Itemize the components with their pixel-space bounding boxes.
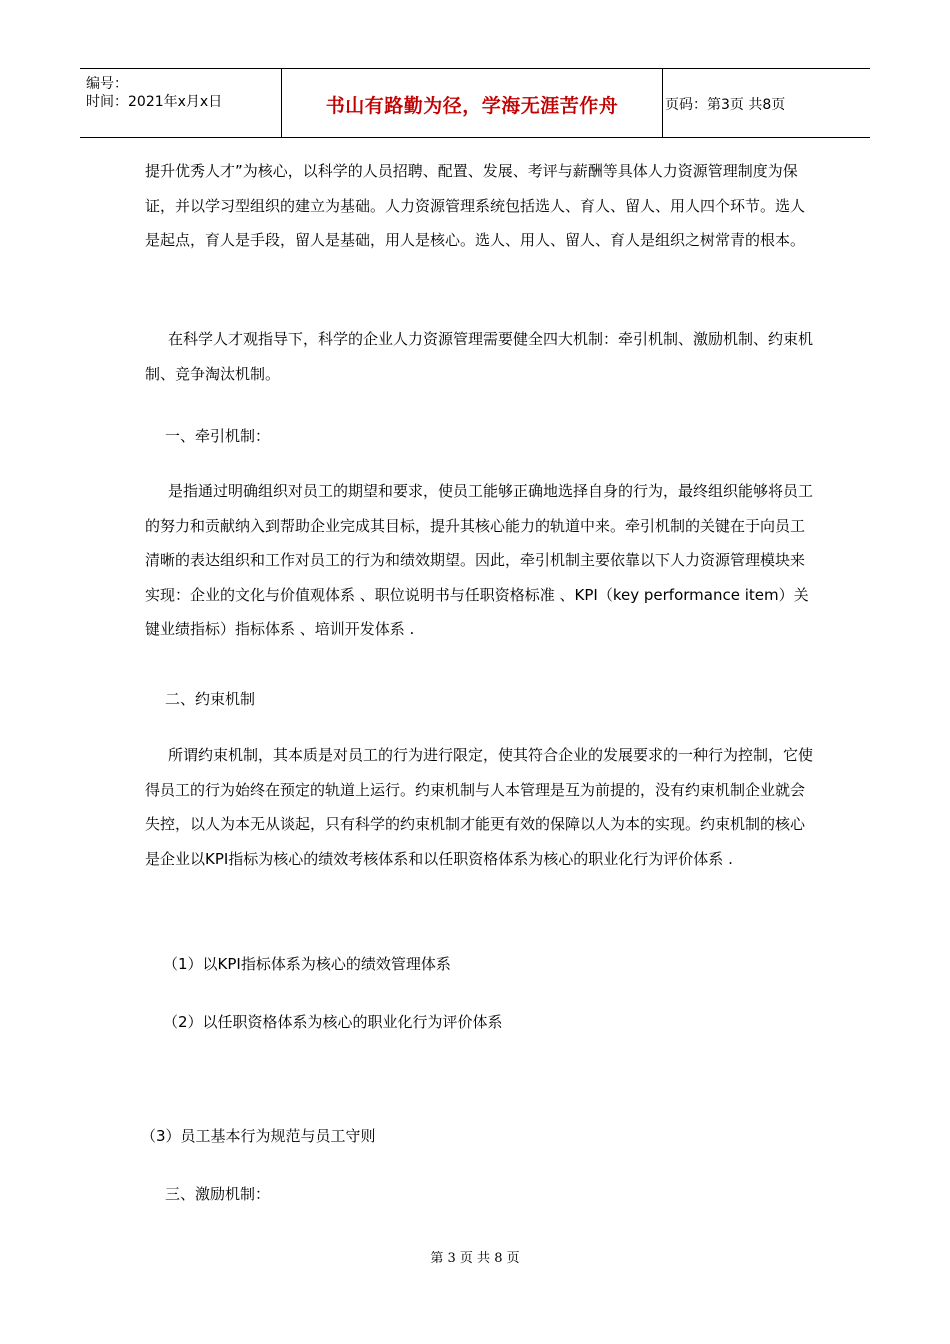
header-motto-cell [281, 69, 663, 137]
page-footer: 第 3 页 共 8 页 [430, 1251, 520, 1266]
motto: 书山有路勤为径，学海无涯苦作舟 [325, 95, 619, 117]
number-label: 编号： [86, 76, 128, 92]
paragraph-2: 在科学人才观指导下，科学的企业人力资源管理需要健全四大机制：牵引机制、激励机制、约束机制、竞争淘汰机制。 [145, 330, 814, 383]
paragraph-4: 所谓约束机制，其本质是对员工的行为进行限定，使其符合企业的发展要求的一种行为控制，它使得员工的行为始终在预定的轨道上运行。约束机制与人本管理是互为前提的，没有约束机制企业就会失控，以人为本无从谈起，只有科学的约束机制才能更有效的保障以人为本的实现。约束机制的核心是企业以KPI指标为核心的绩效考核体系和以任职资格体系为核心的职业化行为评价体系 . [145, 746, 814, 868]
paragraph-3: 是指通过明确组织对员工的期望和要求，使员工能够正确地选择自身的行为，最终组织能够将员工的努力和贡献纳入到帮助企业完成其目标，提升其核心能力的轨道中来。牵引机制的关键在于向员工清晰的表达组织和工作对员工的行为和绩效期望。因此，牵引机制主要依靠以下人力资源管理模块来实现：企业的文化与价值观体系 、职位说明书与任职资格标准 、KPI（key performance item）关键业绩指标）指标体系 、培训开发体系 . [145, 482, 814, 638]
list-item-2: （2）以任职资格体系为核心的职业化行为评价体系 [163, 1013, 503, 1031]
heading-3: 三、激励机制： [165, 1185, 271, 1203]
list-item-1: （1）以KPI指标体系为核心的绩效管理体系 [163, 955, 451, 973]
header-meta [80, 69, 280, 137]
page-header [80, 68, 870, 138]
list-item-3: （3）员工基本行为规范与员工守则 [141, 1127, 376, 1145]
heading-1: 一、牵引机制： [165, 427, 271, 445]
time-label: 时间：2021年x月x日 [86, 94, 223, 110]
page-info: 页码：第3页 共8页 [665, 97, 786, 113]
paragraph-1: 提升优秀人才”为核心，以科学的人员招聘、配置、发展、考评与薪酬等具体人力资源管理制度为保证，并以学习型组织的建立为基础。人力资源管理系统包括选人、育人、留人、用人四个环节。选人是起点，育人是手段，留人是基础，用人是核心。选人、用人、留人、育人是组织之树常青的根本。 [145, 162, 806, 249]
heading-2: 二、约束机制 [165, 690, 256, 708]
header-page-cell [663, 69, 870, 137]
